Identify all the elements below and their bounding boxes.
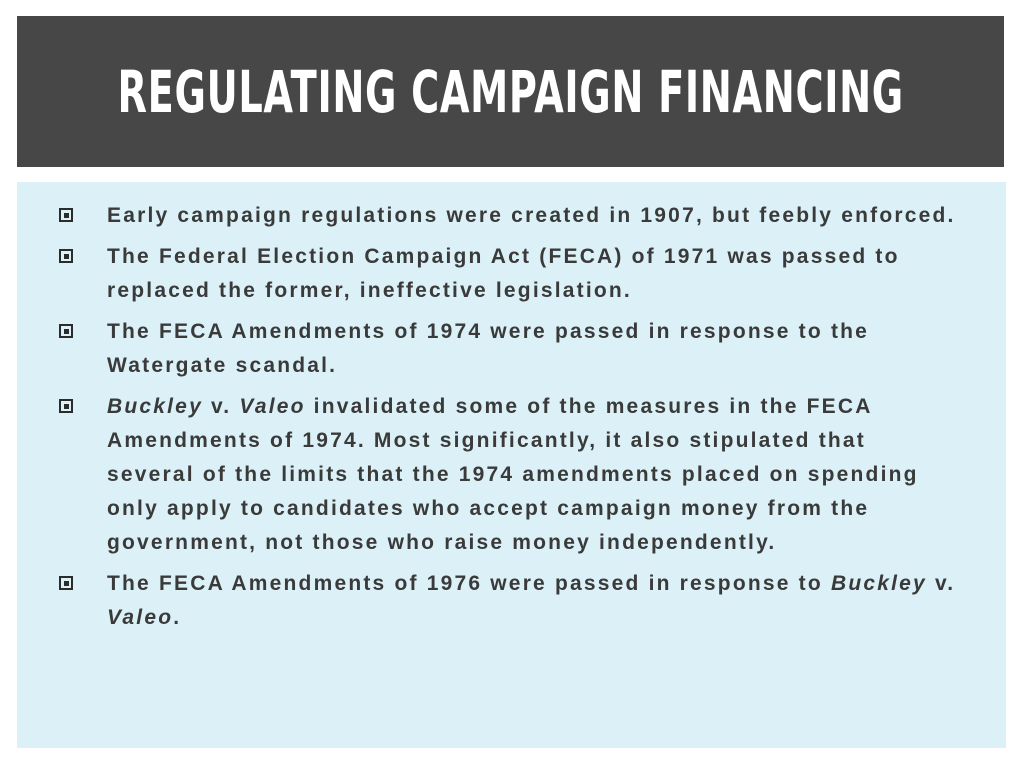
content-area [17,182,1006,748]
case-name-party-1: Buckley [830,572,927,595]
boxed-square-bullet-icon [59,208,73,222]
boxed-square-bullet-icon [59,576,73,590]
case-name-versus: v. [202,395,240,418]
bullet-list [59,199,959,642]
case-name-party-1: Buckley [107,395,203,418]
bullet-text: invalidated some of the measures in the FECA Amendments of 1974. Most significantly, it also stipulated that several of the limits that the 1974 amendments placed on spending only apply to candidates who accept campaign money from the government, not those who raise money independently. [107,395,919,554]
case-name-party-2: Valeo [239,395,306,418]
bullet-text: The Federal Election Campaign Act (FECA) of 1971 was passed to replaced the former, ineffective legislation. [107,245,900,302]
bullet-text: Early campaign regulations were created in 1907, but feebly enforced. [107,204,956,227]
bullet-item [59,567,959,635]
bullet-item [59,315,959,383]
case-name-party-2: Valeo [107,606,174,629]
slide-title: REGULATING CAMPAIGN FINANCING [117,57,904,126]
boxed-square-bullet-icon [59,249,73,263]
bullet-text: The FECA Amendments of 1974 were passed in response to the Watergate scandal. [107,320,870,377]
bullet-item [59,390,959,560]
bullet-item [59,199,959,233]
bullet-item [59,240,959,308]
title-bar [17,16,1004,167]
boxed-square-bullet-icon [59,399,73,413]
case-name-versus: v. [926,572,956,595]
bullet-text: The FECA Amendments of 1976 were passed in response to [107,572,831,595]
boxed-square-bullet-icon [59,324,73,338]
bullet-text-end: . [173,606,182,629]
